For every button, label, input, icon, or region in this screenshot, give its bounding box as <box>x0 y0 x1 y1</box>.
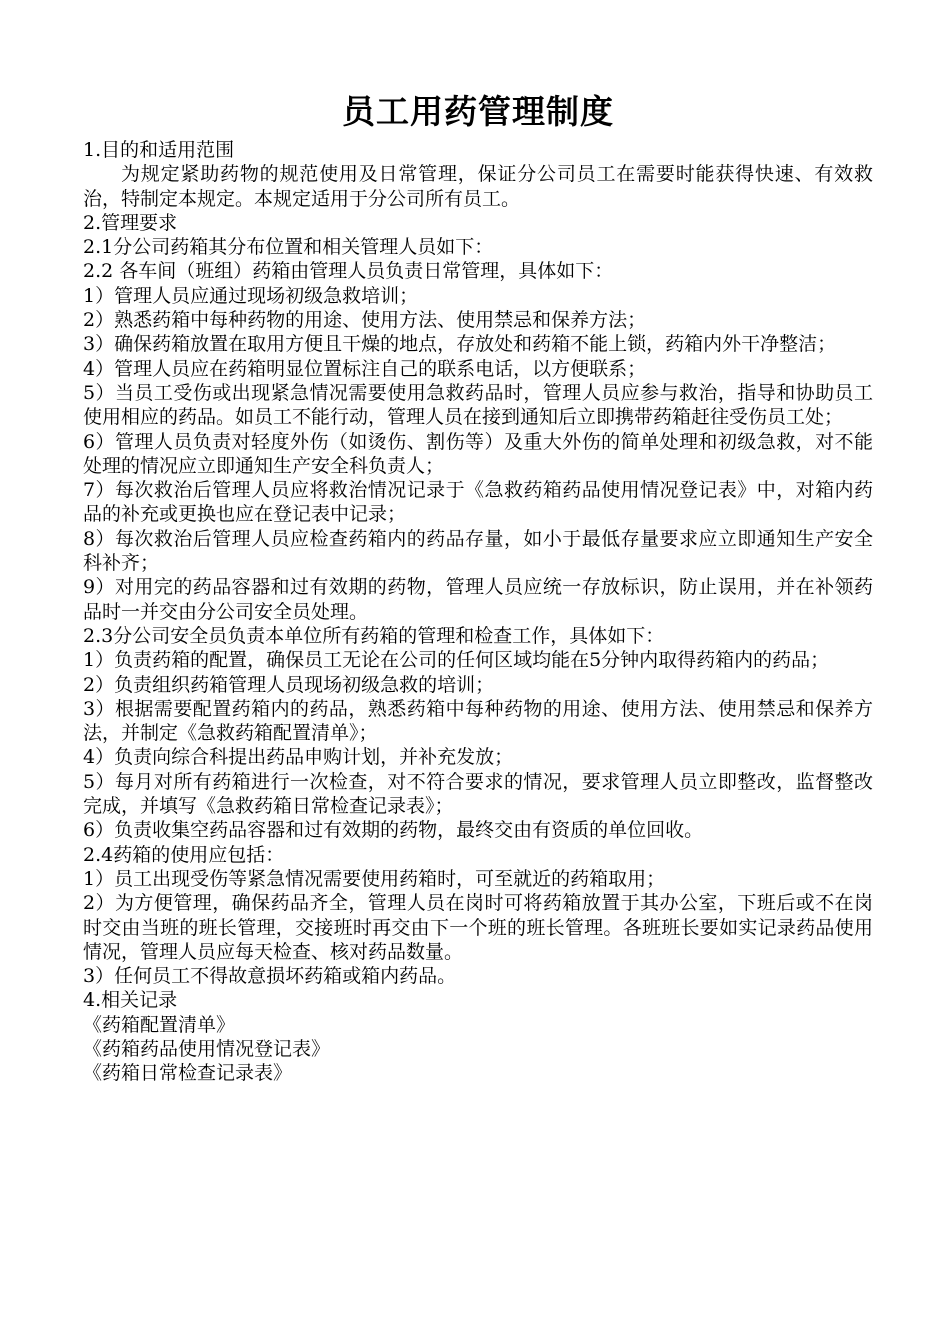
list-item: 3）确保药箱放置在取用方便且干燥的地点，存放处和药箱不能上锁，药箱内外干净整洁； <box>83 333 837 356</box>
list-item: 5）每月对所有药箱进行一次检查，对不符合要求的情况，要求管理人员立即整改，监督整改完成，并填写《急救药箱日常检查记录表》； <box>83 770 873 818</box>
list-item: 3）任何员工不得故意损坏药箱或箱内药品。 <box>83 965 457 988</box>
subsection-2-3: 2.3分公司安全员负责本单位所有药箱的管理和检查工作，具体如下： <box>83 624 665 647</box>
list-item: 5）当员工受伤或出现紧急情况需要使用急救药品时，管理人员应参与救治，指导和协助员工使用相应的药品。如员工不能行动，管理人员在接到通知后立即携带药箱赶往受伤员工处； <box>83 381 873 429</box>
section-heading-records: 4.相关记录 <box>83 989 178 1012</box>
subsection-2-1: 2.1分公司药箱其分布位置和相关管理人员如下： <box>83 236 494 259</box>
record-item: 《药箱配置清单》 <box>83 1013 236 1036</box>
list-item: 1）员工出现受伤等紧急情况需要使用药箱时，可至就近的药箱取用； <box>83 867 666 890</box>
purpose-paragraph: 为规定紧助药物的规范使用及日常管理，保证分公司员工在需要时能获得快速、有效救治，特制定本规定。本规定适用于分公司所有员工。 <box>83 163 873 210</box>
section-heading-requirements: 2.管理要求 <box>83 211 178 234</box>
subsection-2-2: 2.2 各车间（班组）药箱由管理人员负责日常管理，具体如下： <box>83 260 614 283</box>
list-item: 1）管理人员应通过现场初级急救培训； <box>83 284 419 307</box>
list-item: 6）管理人员负责对轻度外伤（如烫伤、割伤等）及重大外伤的简单处理和初级急救，对不能处理的情况应立即通知生产安全科负责人； <box>83 430 873 477</box>
list-item: 2）负责组织药箱管理人员现场初级急救的培训； <box>83 673 495 696</box>
list-item: 7）每次救治后管理人员应将救治情况记录于《急救药箱药品使用情况登记表》中，对箱内药品的补充或更换也应在登记表中记录； <box>83 479 873 526</box>
document-page <box>83 90 873 1086</box>
record-item: 《药箱药品使用情况登记表》 <box>83 1037 331 1060</box>
section-heading-purpose: 1.目的和适用范围 <box>83 139 235 161</box>
list-item: 3）根据需要配置药箱内的药品，熟悉药箱中每种药物的用途、使用方法、使用禁忌和保养方法，并制定《急救药箱配置清单》； <box>83 697 873 745</box>
list-item: 1）负责药箱的配置，确保员工无论在公司的任何区域均能在5分钟内取得药箱内的药品； <box>83 649 830 672</box>
document-title: 员工用药管理制度 <box>342 92 614 131</box>
list-item: 6）负责收集空药品容器和过有效期的药物，最终交由有资质的单位回收。 <box>83 819 704 842</box>
list-item: 4）负责向综合科提出药品申购计划，并补充发放； <box>83 746 514 769</box>
record-item: 《药箱日常检查记录表》 <box>83 1062 293 1085</box>
list-item: 2）为方便管理，确保药品齐全，管理人员在岗时可将药箱放置于其办公室，下班后或不在岗时交由当班的班长管理，交接班时再交由下一个班的班长管理。各班班长要如实记录药品使用情况，管理人员应每天检查、核对药品数量。 <box>83 892 873 963</box>
list-item: 8）每次救治后管理人员应检查药箱内的药品存量，如小于最低存量要求应立即通知生产安全科补齐； <box>83 527 873 575</box>
list-item: 9）对用完的药品容器和过有效期的药物，管理人员应统一存放标识，防止误用，并在补领药品时一并交由分公司安全员处理。 <box>83 576 873 623</box>
subsection-2-4: 2.4药箱的使用应包括： <box>83 843 285 866</box>
list-item: 2）熟悉药箱中每种药物的用途、使用方法、使用禁忌和保养方法； <box>83 309 647 332</box>
list-item: 4）管理人员应在药箱明显位置标注自己的联系电话，以方便联系； <box>83 357 647 380</box>
